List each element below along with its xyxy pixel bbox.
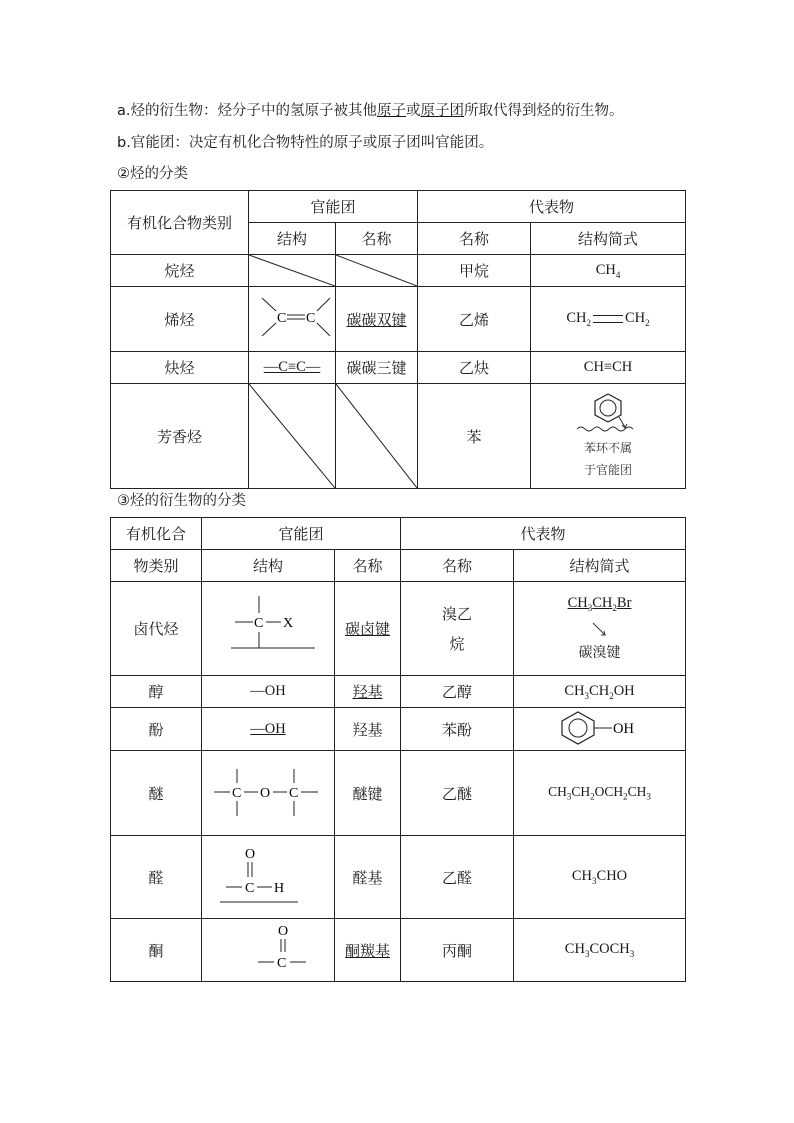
aldehyde-structure: [202, 836, 335, 919]
svg-text:C: C: [277, 311, 287, 326]
svg-text:C: C: [254, 615, 264, 631]
rep-name-cell: 甲烷: [418, 255, 531, 287]
header-structure: 结构: [202, 550, 335, 582]
section-2-title: ②烃的分类: [117, 166, 188, 182]
fg-name-cell: 碳卤键: [335, 582, 401, 676]
empty-cell: [249, 255, 336, 287]
arrow-icon: [585, 617, 615, 643]
fg-name-cell: 羟基: [335, 708, 401, 751]
table-row: [111, 287, 686, 352]
fg-name-cell: 羟基: [335, 676, 401, 708]
header-rep-name: 名称: [418, 223, 531, 255]
table-row: [111, 384, 686, 489]
category-cell: 炔烃: [111, 352, 249, 384]
def-a-lead: a.烃的衍生物：烃分子中的氢原子被其他: [117, 103, 377, 119]
fg-name-cell: 醚键: [335, 751, 401, 836]
co-diagram: [218, 919, 318, 977]
header-representative: 代表物: [401, 518, 686, 550]
header-functional-group: 官能团: [202, 518, 401, 550]
empty-cell: [336, 255, 418, 287]
fg-struct-cell: —OH: [202, 708, 335, 751]
category-cell: 醚: [111, 751, 202, 836]
table-row: [111, 751, 686, 836]
formula-cell: $CH_3COCH_3$: [514, 919, 686, 982]
benzene-note-2: 于官能团: [584, 463, 633, 477]
svg-text:C: C: [289, 786, 299, 801]
benzene-note-1: 苯环不属: [584, 441, 633, 455]
header-structure: 结构: [249, 223, 336, 255]
derivative-table: [110, 517, 686, 982]
category-cell: 芳香烃: [111, 384, 249, 489]
table-row: [111, 352, 686, 384]
rep-name-cell: 乙醛: [401, 836, 514, 919]
empty-cell: [249, 384, 336, 489]
rep-name-cell: 苯酚: [401, 708, 514, 751]
header-name: 名称: [335, 550, 401, 582]
formula-cell: $CH_2$ $CH_2$: [531, 287, 686, 352]
svg-text:O: O: [245, 847, 256, 862]
table-row: [111, 708, 686, 751]
double-bond-diagram: [250, 287, 334, 347]
formula-cell: $CH_3CHO$: [514, 836, 686, 919]
formula-cell: $CH_4$: [531, 255, 686, 287]
svg-text:O: O: [278, 924, 289, 939]
svg-text:X: X: [283, 615, 294, 631]
empty-cell: [336, 384, 418, 489]
double-bond-structure: [249, 287, 336, 352]
category-cell: 酮: [111, 919, 202, 982]
category-cell: 烷烃: [111, 255, 249, 287]
svg-text:C: C: [277, 956, 287, 971]
def-a-group: 原子团: [420, 103, 464, 119]
category-cell: 醛: [111, 836, 202, 919]
definition-a: [117, 101, 624, 121]
c-o-c-diagram: [208, 756, 328, 826]
fg-name-cell: 醛基: [335, 836, 401, 919]
header-name: 名称: [336, 223, 418, 255]
category-cell: 醇: [111, 676, 202, 708]
category-cell: 卤代烃: [111, 582, 202, 676]
def-a-tail: 所取代得到烃的衍生物。: [464, 103, 624, 119]
fg-name-cell: 碳碳双键: [336, 287, 418, 352]
table-row: [111, 919, 686, 982]
halogen-structure: [202, 582, 335, 676]
rep-name-cell: 苯: [418, 384, 531, 489]
rep-name-cell: 乙炔: [418, 352, 531, 384]
hydrocarbon-table: [110, 190, 686, 489]
header-category-2: 物类别: [111, 550, 202, 582]
formula-cell: CH≡CH: [531, 352, 686, 384]
svg-text:H: H: [274, 881, 285, 896]
svg-text:C: C: [245, 881, 255, 896]
svg-text:C: C: [232, 786, 242, 801]
def-a-atom: 原子: [377, 103, 406, 119]
formula-cell: $CH_3CH_2Br$ 碳溴键: [514, 582, 686, 676]
fg-name-cell: 酮羰基: [335, 919, 401, 982]
benzene-ring-diagram: [573, 391, 643, 437]
category-cell: 烯烃: [111, 287, 249, 352]
formula-cell: $CH_3CH_2OCH_2CH_3$: [514, 751, 686, 836]
rep-name-cell: 丙酮: [401, 919, 514, 982]
header-functional-group: 官能团: [249, 191, 418, 223]
svg-text:O: O: [260, 786, 271, 801]
c-x-diagram: [213, 592, 323, 662]
header-formula: 结构简式: [514, 550, 686, 582]
table-row: [111, 676, 686, 708]
header-category: 有机化合物类别: [111, 191, 249, 255]
header-representative: 代表物: [418, 191, 686, 223]
rep-name-cell: 乙烯: [418, 287, 531, 352]
category-cell: 酚: [111, 708, 202, 751]
header-category-1: 有机化合: [111, 518, 202, 550]
benzene-cell: [531, 384, 686, 489]
cho-diagram: [218, 840, 318, 910]
def-a-or: 或: [406, 103, 421, 119]
header-formula: 结构简式: [531, 223, 686, 255]
rep-name-cell: 溴乙 烷: [401, 582, 514, 676]
svg-text:C: C: [306, 311, 316, 326]
fg-struct-cell: —C≡C—: [249, 352, 336, 384]
rep-name-cell: 乙醚: [401, 751, 514, 836]
note-cell: 碳溴键: [578, 644, 621, 661]
phenol-diagram: [550, 708, 650, 746]
phenol-formula-cell: [514, 708, 686, 751]
table-row: [111, 582, 686, 676]
table-row: [111, 255, 686, 287]
fg-struct-cell: —OH: [202, 676, 335, 708]
rep-name-cell: 乙醇: [401, 676, 514, 708]
ether-structure: [202, 751, 335, 836]
table-row: [111, 836, 686, 919]
header-rep-name: 名称: [401, 550, 514, 582]
section-3-title: ③烃的衍生物的分类: [117, 493, 246, 509]
ketone-structure: [202, 919, 335, 982]
fg-name-cell: 碳碳三键: [336, 352, 418, 384]
formula-cell: $CH_3CH_2OH$: [514, 676, 686, 708]
definition-b: b.官能团：决定有机化合物特性的原子或原子团叫官能团。: [117, 135, 494, 151]
svg-text:OH: OH: [612, 721, 634, 737]
